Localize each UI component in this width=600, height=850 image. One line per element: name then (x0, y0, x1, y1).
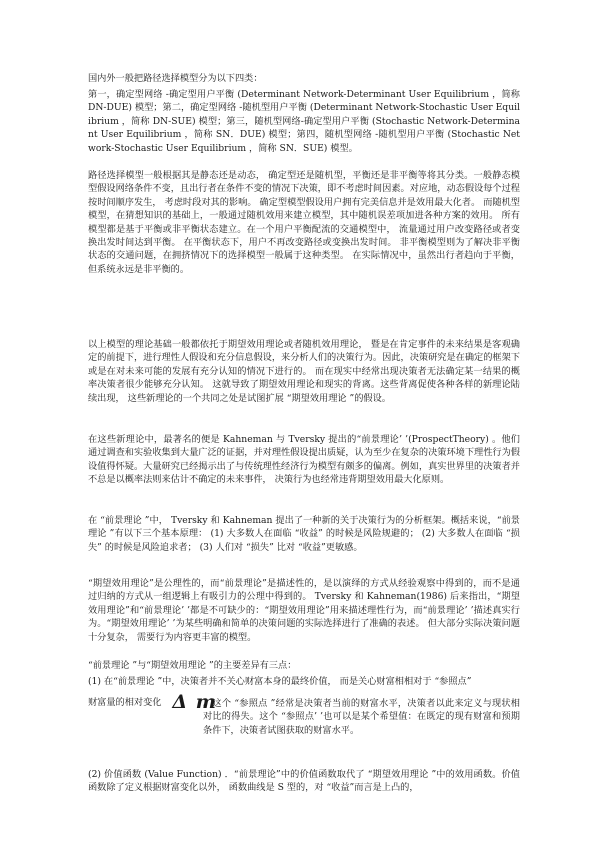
relative-change-text: 财富量的相对变化 (88, 697, 162, 708)
prospect-theory-paragraph: 在这些新理论中，最著名的便是 Kahneman 与 Tversky 提出的“前景理论’ ’(ProspectTheory) 。他们通过调查和实验收集到大量广泛的证据，并对理性假设提出质疑，认为至少在复杂的决策环境下理性行为假设值得怀疑。大量研究已经揭示出了与传统理性经济行为模型有颇多的偏离。例如，真实世界里的决策者并不总是以概率法则来估计不确定的未来事件， 决策行为也经常违背期望效用最大化原则。 (88, 434, 520, 486)
three-principles-paragraph: 在 “前景理论 ”中， Tversky 和 Kahneman 提出了一种新的关于决策行为的分析框架。概括来说，“前景理论 ”有以下三个基本原理： (1) 大多数人在面临 “收益” 的时候是风险规避的； (2) 大多数人在面临 “损失” 的时候是风险追求者； (3) 人们对 “损失” 比对 “收益”更敏感。 (88, 515, 520, 553)
model-types-paragraph: 第一，确定型网络 -确定型用户平衡 (Determinant Network-Determinant User Equilibrium ，简称 DN-DUE) 模型；第二，确定型网络 -随机型用户平衡 (Determinant Network-Stochastic User Equilibrium ，简称 DN-SUE) 模型；第三，随机型网络-确定型用户平衡 (Stochastic Network-Determinant User Equilibrium ，简称 SN．DUE) 模型；第四，随机型网络 -随机型用户平衡 (Stochastic Network-Stochastic User Equilibrium ，简称 SN．SUE) 模型。 (88, 89, 520, 154)
value-function-paragraph: (2) 价值函数 (Value Function) ．“前景理论”中的价值函数取代了 “期望效用理论 ”中的效用函数。价值函数除了定义根据财富变化以外， 函数曲线是 S 型的，对 “收益”而言是上凸的， (88, 769, 520, 794)
reference-point-paragraph: 。这个 “参照点 ”经常是决策者当前的财富水平，决策者以此来定义与现状相对比的得失。这个 “参照点’ ’也可以是某个希望值：在既定的现有财富和预期条件下，决策者试图获取的财富水平。 (203, 698, 520, 736)
theory-comparison-paragraph: “期望效用理论”是公理性的，而“前景理论”是描述性的，是以演绎的方式从经验观察中得到的，而不是通过归纳的方式从一组逻辑上有吸引力的公理中得到的。 Tversky 和 Kahneman(1986) 后来指出，“期望效用理论”和“前景理论’ ’都是不可缺少的：“期望效用理论”用来描述理性行为，而“前景理论’ ’描述真实行为。“期望效用理论’ ’为某些明确和简单的决策问题的实际选择进行了准确的表述。 但大部分实际决策问题十分复杂， 需要行为内容更丰富的模型。 (88, 578, 520, 643)
intro-line: 国内外一般把路径选择模型分为以下四类： (88, 73, 263, 84)
utility-theory-paragraph: 以上模型的理论基础一般都依托于期望效用理论或者随机效用理论， 暨是在肯定事件的未来结果是客观确定的前提下，进行理性人假设和充分信息假设，来分析人们的决策行为。因此，决策研究是在确定的框架下或是在对未来可能的发展有充分认知的情况下进行的。 而在现实中经常出现决策者无法确定某一结果的概率决策者很少能够充分认知。 这就导致了期望效用理论和现实的背离。这些背离促使各种各样的新理论陆续出现， 这些新理论的一个共同之处是试图扩展 “期望效用理论 ”的假设。 (88, 339, 520, 404)
delta-m-symbol: Δ m (172, 691, 217, 713)
model-classification-paragraph: 路径选择模型一般根据其是静态还是动态， 确定型还是随机型，平衡还是非平衡等将其分类。一般静态模型假设网络条件不变，且出行者在条件不变的情况下决策，即不考虑时间因素。对应地，动态假设每个过程按时间顺序发生， 考虑时段对其的影响。 确定型模型假设用户拥有完美信息并是效用最大化者。 而随机型模型，在猜想知识的基础上，一般通过随机效用来建立模型，其中随机误差项加进各种方案的效用。 所有模型都是基于平衡或非平衡状态建立。在一个用户平衡配流的交通模型中， 流量通过用户改变路径或者变换出发时间达到平衡。 在平衡状态下，用户不再改变路径或变换出发时间。 非平衡模型则为了解决非平衡状态的交通问题，在拥挤情况下的选择模型一般属于这种类型。 在实际情况中，虽然出行者趋向于平衡，但系统永远是非平衡的。 (88, 170, 520, 275)
differences-heading: “前景理论 ”与“期望效用理论 ”的主要差异有三点： (88, 660, 297, 671)
difference-1-line: (1) 在“前景理论 ”中，决策者并不关心财富本身的最终价值， 而是关心财富相相对于 “参照点” (88, 676, 472, 687)
relative-change-line (88, 691, 219, 713)
